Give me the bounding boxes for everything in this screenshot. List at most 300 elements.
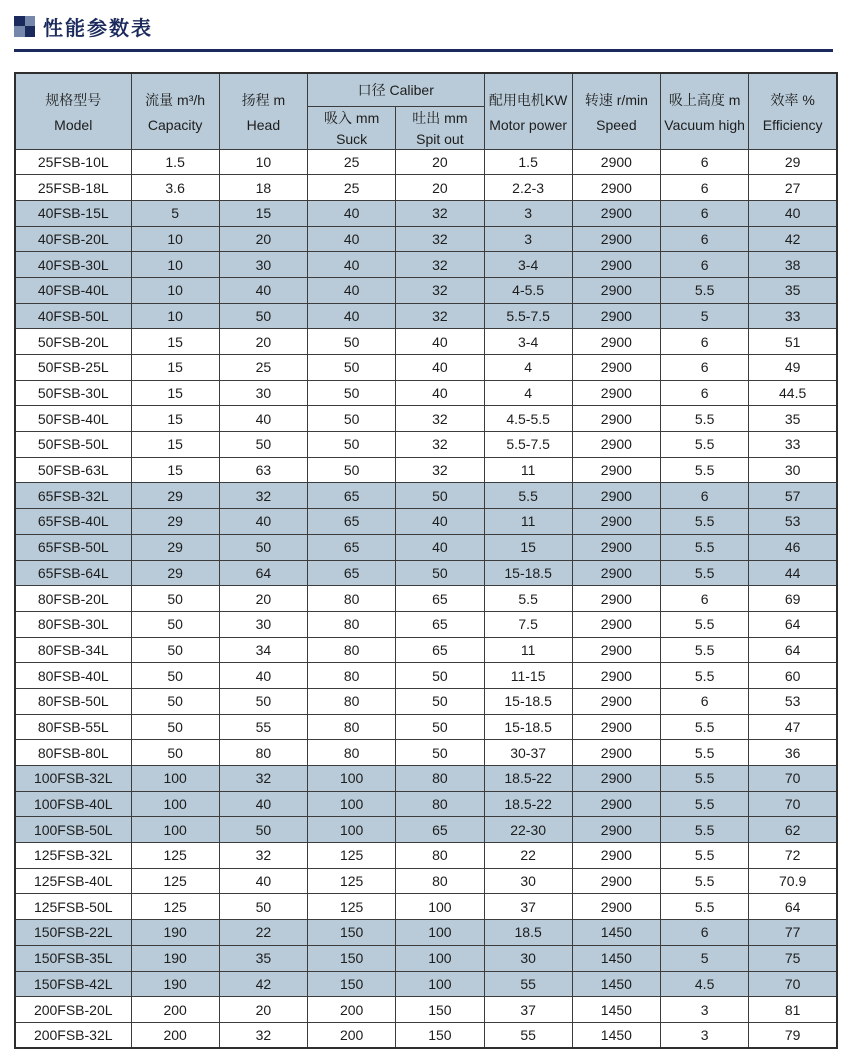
cell-model: 40FSB-50L	[15, 303, 131, 329]
cell-suck: 80	[308, 714, 396, 740]
col-header-head	[219, 73, 307, 149]
cell-vacuum: 5	[661, 303, 749, 329]
cell-motor: 18.5-22	[484, 766, 572, 792]
cell-efficiency: 60	[749, 663, 837, 689]
cell-spit: 50	[396, 740, 484, 766]
cell-spit: 40	[396, 329, 484, 355]
cell-speed: 1450	[572, 945, 660, 971]
col-header-head-zh: 扬程 m	[241, 91, 286, 108]
cell-capacity: 50	[131, 586, 219, 612]
cell-suck: 50	[308, 355, 396, 381]
cell-speed: 2900	[572, 817, 660, 843]
cell-vacuum: 5.5	[661, 277, 749, 303]
cell-suck: 50	[308, 406, 396, 432]
cell-vacuum: 4.5	[661, 971, 749, 997]
cell-speed: 2900	[572, 355, 660, 381]
cell-motor: 11	[484, 509, 572, 535]
table-row	[15, 997, 837, 1023]
table-row	[15, 457, 837, 483]
cell-model: 100FSB-32L	[15, 766, 131, 792]
cell-efficiency: 29	[749, 149, 837, 175]
cell-head: 50	[219, 817, 307, 843]
cell-suck: 150	[308, 971, 396, 997]
cell-suck: 200	[308, 997, 396, 1023]
cell-vacuum: 5.5	[661, 509, 749, 535]
performance-parameter-table	[14, 72, 838, 1049]
table-row	[15, 971, 837, 997]
checker-squares-icon	[14, 16, 35, 37]
cell-suck: 80	[308, 611, 396, 637]
cell-motor: 4.5-5.5	[484, 406, 572, 432]
cell-speed: 2900	[572, 483, 660, 509]
table-row	[15, 791, 837, 817]
table-row	[15, 432, 837, 458]
cell-spit: 40	[396, 509, 484, 535]
cell-model: 80FSB-50L	[15, 688, 131, 714]
cell-motor: 4-5.5	[484, 277, 572, 303]
cell-vacuum: 6	[661, 175, 749, 201]
col-header-spit	[396, 106, 484, 149]
col-header-vacuum-zh: 吸上高度 m	[668, 91, 741, 108]
cell-spit: 32	[396, 432, 484, 458]
cell-spit: 50	[396, 483, 484, 509]
cell-vacuum: 5.5	[661, 740, 749, 766]
cell-speed: 2900	[572, 586, 660, 612]
cell-capacity: 10	[131, 226, 219, 252]
cell-head: 35	[219, 945, 307, 971]
table-row	[15, 663, 837, 689]
cell-speed: 2900	[572, 200, 660, 226]
cell-suck: 80	[308, 637, 396, 663]
col-header-suck-en: Suck	[336, 131, 368, 147]
cell-efficiency: 53	[749, 688, 837, 714]
cell-spit: 80	[396, 791, 484, 817]
cell-head: 50	[219, 688, 307, 714]
cell-speed: 2900	[572, 637, 660, 663]
cell-speed: 2900	[572, 688, 660, 714]
col-header-motor-en: Motor power	[489, 116, 568, 133]
cell-motor: 22-30	[484, 817, 572, 843]
cell-capacity: 1.5	[131, 149, 219, 175]
col-header-vacuum	[661, 73, 749, 149]
cell-model: 200FSB-20L	[15, 997, 131, 1023]
cell-capacity: 15	[131, 406, 219, 432]
cell-motor: 15-18.5	[484, 714, 572, 740]
col-header-speed-zh: 转速 r/min	[584, 91, 648, 108]
cell-suck: 65	[308, 509, 396, 535]
cell-head: 40	[219, 509, 307, 535]
cell-model: 80FSB-40L	[15, 663, 131, 689]
cell-efficiency: 38	[749, 252, 837, 278]
cell-capacity: 15	[131, 329, 219, 355]
cell-efficiency: 70	[749, 766, 837, 792]
cell-efficiency: 49	[749, 355, 837, 381]
cell-spit: 65	[396, 586, 484, 612]
cell-spit: 20	[396, 149, 484, 175]
cell-vacuum: 6	[661, 149, 749, 175]
cell-spit: 50	[396, 663, 484, 689]
cell-motor: 3-4	[484, 252, 572, 278]
cell-suck: 40	[308, 277, 396, 303]
cell-suck: 50	[308, 457, 396, 483]
table-row	[15, 252, 837, 278]
cell-efficiency: 62	[749, 817, 837, 843]
table-row	[15, 534, 837, 560]
cell-capacity: 15	[131, 432, 219, 458]
cell-vacuum: 5.5	[661, 868, 749, 894]
cell-suck: 125	[308, 843, 396, 869]
cell-capacity: 125	[131, 843, 219, 869]
table-row	[15, 843, 837, 869]
table-row	[15, 1022, 837, 1048]
cell-capacity: 50	[131, 637, 219, 663]
cell-spit: 40	[396, 380, 484, 406]
cell-motor: 5.5-7.5	[484, 432, 572, 458]
cell-suck: 150	[308, 920, 396, 946]
cell-speed: 2900	[572, 534, 660, 560]
cell-model: 150FSB-22L	[15, 920, 131, 946]
cell-model: 50FSB-25L	[15, 355, 131, 381]
table-row	[15, 277, 837, 303]
cell-speed: 2900	[572, 149, 660, 175]
cell-model: 40FSB-15L	[15, 200, 131, 226]
cell-spit: 20	[396, 175, 484, 201]
cell-capacity: 10	[131, 252, 219, 278]
cell-efficiency: 64	[749, 894, 837, 920]
cell-head: 32	[219, 483, 307, 509]
cell-vacuum: 3	[661, 997, 749, 1023]
cell-model: 125FSB-32L	[15, 843, 131, 869]
cell-vacuum: 5.5	[661, 894, 749, 920]
cell-model: 150FSB-35L	[15, 945, 131, 971]
cell-speed: 2900	[572, 329, 660, 355]
cell-spit: 50	[396, 688, 484, 714]
cell-motor: 4	[484, 380, 572, 406]
cell-capacity: 100	[131, 766, 219, 792]
col-header-head-en: Head	[246, 116, 281, 133]
cell-motor: 5.5	[484, 586, 572, 612]
cell-vacuum: 5.5	[661, 791, 749, 817]
cell-model: 80FSB-30L	[15, 611, 131, 637]
cell-motor: 37	[484, 997, 572, 1023]
cell-efficiency: 70	[749, 791, 837, 817]
table-row	[15, 611, 837, 637]
cell-suck: 40	[308, 200, 396, 226]
cell-model: 50FSB-20L	[15, 329, 131, 355]
table-row	[15, 714, 837, 740]
cell-vacuum: 6	[661, 226, 749, 252]
cell-motor: 30	[484, 868, 572, 894]
cell-spit: 100	[396, 894, 484, 920]
col-header-model-en: Model	[54, 116, 93, 133]
cell-efficiency: 51	[749, 329, 837, 355]
col-header-vacuum-en: Vacuum high	[664, 116, 745, 133]
col-header-capacity-en: Capacity	[147, 116, 203, 133]
cell-spit: 32	[396, 277, 484, 303]
cell-model: 125FSB-50L	[15, 894, 131, 920]
table-row	[15, 945, 837, 971]
table-row	[15, 380, 837, 406]
cell-suck: 125	[308, 868, 396, 894]
cell-suck: 65	[308, 534, 396, 560]
cell-model: 125FSB-40L	[15, 868, 131, 894]
cell-head: 25	[219, 355, 307, 381]
cell-efficiency: 81	[749, 997, 837, 1023]
cell-vacuum: 6	[661, 483, 749, 509]
cell-head: 32	[219, 1022, 307, 1048]
cell-vacuum: 6	[661, 688, 749, 714]
cell-motor: 11	[484, 457, 572, 483]
cell-model: 150FSB-42L	[15, 971, 131, 997]
col-header-model	[15, 73, 131, 149]
col-header-speed	[572, 73, 660, 149]
cell-head: 22	[219, 920, 307, 946]
cell-capacity: 50	[131, 663, 219, 689]
cell-motor: 7.5	[484, 611, 572, 637]
cell-motor: 11	[484, 637, 572, 663]
col-header-spit-zh: 吐出 mm	[412, 110, 468, 126]
cell-vacuum: 6	[661, 920, 749, 946]
cell-speed: 2900	[572, 766, 660, 792]
cell-head: 34	[219, 637, 307, 663]
col-header-speed-en: Speed	[596, 116, 637, 133]
cell-capacity: 29	[131, 534, 219, 560]
cell-suck: 25	[308, 175, 396, 201]
table-body	[15, 149, 837, 1048]
cell-head: 40	[219, 868, 307, 894]
cell-efficiency: 75	[749, 945, 837, 971]
cell-head: 50	[219, 432, 307, 458]
cell-suck: 65	[308, 560, 396, 586]
cell-spit: 50	[396, 560, 484, 586]
cell-model: 80FSB-20L	[15, 586, 131, 612]
cell-spit: 100	[396, 945, 484, 971]
cell-motor: 18.5-22	[484, 791, 572, 817]
cell-spit: 80	[396, 868, 484, 894]
cell-head: 42	[219, 971, 307, 997]
cell-model: 50FSB-30L	[15, 380, 131, 406]
cell-speed: 2900	[572, 432, 660, 458]
cell-efficiency: 64	[749, 611, 837, 637]
col-header-capacity	[131, 73, 219, 149]
cell-speed: 1450	[572, 1022, 660, 1048]
cell-vacuum: 5.5	[661, 406, 749, 432]
cell-head: 40	[219, 406, 307, 432]
cell-capacity: 50	[131, 714, 219, 740]
cell-vacuum: 5.5	[661, 714, 749, 740]
cell-head: 40	[219, 791, 307, 817]
cell-head: 55	[219, 714, 307, 740]
cell-suck: 40	[308, 252, 396, 278]
cell-capacity: 190	[131, 945, 219, 971]
cell-motor: 15-18.5	[484, 560, 572, 586]
cell-model: 200FSB-32L	[15, 1022, 131, 1048]
cell-suck: 50	[308, 432, 396, 458]
cell-suck: 100	[308, 817, 396, 843]
cell-head: 32	[219, 843, 307, 869]
cell-head: 20	[219, 226, 307, 252]
cell-model: 25FSB-18L	[15, 175, 131, 201]
cell-vacuum: 3	[661, 1022, 749, 1048]
cell-speed: 2900	[572, 791, 660, 817]
cell-efficiency: 77	[749, 920, 837, 946]
col-header-efficiency	[749, 73, 837, 149]
cell-head: 50	[219, 894, 307, 920]
cell-spit: 50	[396, 714, 484, 740]
cell-speed: 2900	[572, 406, 660, 432]
table-row	[15, 740, 837, 766]
col-header-caliber-label: 口径 Caliber	[357, 81, 434, 98]
cell-efficiency: 44.5	[749, 380, 837, 406]
table-row	[15, 920, 837, 946]
cell-spit: 80	[396, 843, 484, 869]
table-row	[15, 483, 837, 509]
cell-motor: 5.5	[484, 483, 572, 509]
cell-model: 40FSB-40L	[15, 277, 131, 303]
cell-efficiency: 57	[749, 483, 837, 509]
cell-motor: 3	[484, 226, 572, 252]
cell-speed: 2900	[572, 380, 660, 406]
cell-spit: 32	[396, 226, 484, 252]
cell-capacity: 50	[131, 611, 219, 637]
cell-suck: 100	[308, 766, 396, 792]
table-row	[15, 329, 837, 355]
cell-motor: 3	[484, 200, 572, 226]
cell-head: 40	[219, 277, 307, 303]
cell-motor: 1.5	[484, 149, 572, 175]
cell-spit: 100	[396, 971, 484, 997]
cell-vacuum: 5.5	[661, 766, 749, 792]
cell-capacity: 125	[131, 868, 219, 894]
cell-head: 50	[219, 303, 307, 329]
cell-efficiency: 40	[749, 200, 837, 226]
table-row	[15, 226, 837, 252]
cell-capacity: 190	[131, 920, 219, 946]
cell-capacity: 15	[131, 457, 219, 483]
cell-vacuum: 5.5	[661, 457, 749, 483]
col-header-efficiency-zh: 效率 %	[770, 91, 815, 108]
cell-capacity: 15	[131, 355, 219, 381]
cell-spit: 32	[396, 406, 484, 432]
cell-model: 50FSB-63L	[15, 457, 131, 483]
cell-suck: 25	[308, 149, 396, 175]
page-title: 性能参数表	[43, 17, 153, 40]
cell-efficiency: 72	[749, 843, 837, 869]
cell-speed: 2900	[572, 277, 660, 303]
table-row	[15, 200, 837, 226]
cell-efficiency: 70.9	[749, 868, 837, 894]
cell-speed: 2900	[572, 894, 660, 920]
col-header-model-zh: 规格型号	[45, 91, 102, 108]
cell-vacuum: 5.5	[661, 663, 749, 689]
cell-model: 100FSB-40L	[15, 791, 131, 817]
cell-head: 32	[219, 766, 307, 792]
cell-efficiency: 35	[749, 277, 837, 303]
cell-speed: 2900	[572, 714, 660, 740]
cell-head: 80	[219, 740, 307, 766]
cell-speed: 2900	[572, 303, 660, 329]
col-header-suck	[308, 106, 396, 149]
cell-model: 50FSB-50L	[15, 432, 131, 458]
cell-capacity: 15	[131, 380, 219, 406]
cell-motor: 3-4	[484, 329, 572, 355]
cell-speed: 2900	[572, 611, 660, 637]
table-row	[15, 560, 837, 586]
cell-motor: 30	[484, 945, 572, 971]
cell-capacity: 10	[131, 277, 219, 303]
cell-head: 20	[219, 997, 307, 1023]
cell-spit: 40	[396, 355, 484, 381]
cell-vacuum: 5.5	[661, 611, 749, 637]
cell-vacuum: 6	[661, 355, 749, 381]
cell-efficiency: 30	[749, 457, 837, 483]
cell-suck: 80	[308, 688, 396, 714]
table-row	[15, 175, 837, 201]
cell-vacuum: 5.5	[661, 817, 749, 843]
cell-motor: 30-37	[484, 740, 572, 766]
table-row	[15, 868, 837, 894]
cell-model: 80FSB-80L	[15, 740, 131, 766]
cell-suck: 80	[308, 740, 396, 766]
table-row	[15, 637, 837, 663]
cell-speed: 2900	[572, 226, 660, 252]
cell-motor: 37	[484, 894, 572, 920]
cell-suck: 40	[308, 303, 396, 329]
table-row	[15, 406, 837, 432]
cell-capacity: 29	[131, 509, 219, 535]
cell-capacity: 29	[131, 483, 219, 509]
cell-head: 64	[219, 560, 307, 586]
cell-spit: 65	[396, 637, 484, 663]
cell-model: 25FSB-10L	[15, 149, 131, 175]
cell-head: 18	[219, 175, 307, 201]
cell-capacity: 100	[131, 791, 219, 817]
cell-suck: 150	[308, 945, 396, 971]
cell-motor: 15-18.5	[484, 688, 572, 714]
cell-model: 80FSB-55L	[15, 714, 131, 740]
title-divider	[14, 49, 833, 52]
cell-model: 100FSB-50L	[15, 817, 131, 843]
cell-vacuum: 5.5	[661, 637, 749, 663]
cell-capacity: 190	[131, 971, 219, 997]
cell-suck: 65	[308, 483, 396, 509]
cell-vacuum: 6	[661, 380, 749, 406]
cell-model: 65FSB-50L	[15, 534, 131, 560]
cell-spit: 100	[396, 920, 484, 946]
cell-motor: 5.5-7.5	[484, 303, 572, 329]
cell-capacity: 5	[131, 200, 219, 226]
cell-speed: 1450	[572, 920, 660, 946]
section-header	[14, 12, 836, 40]
cell-model: 40FSB-20L	[15, 226, 131, 252]
cell-capacity: 50	[131, 688, 219, 714]
cell-speed: 2900	[572, 509, 660, 535]
cell-vacuum: 6	[661, 200, 749, 226]
cell-motor: 18.5	[484, 920, 572, 946]
cell-motor: 15	[484, 534, 572, 560]
cell-vacuum: 5.5	[661, 560, 749, 586]
cell-suck: 50	[308, 329, 396, 355]
cell-head: 20	[219, 329, 307, 355]
cell-efficiency: 36	[749, 740, 837, 766]
cell-model: 65FSB-64L	[15, 560, 131, 586]
cell-speed: 2900	[572, 175, 660, 201]
cell-efficiency: 70	[749, 971, 837, 997]
cell-suck: 125	[308, 894, 396, 920]
col-header-suck-zh: 吸入 mm	[324, 110, 380, 126]
cell-efficiency: 44	[749, 560, 837, 586]
cell-spit: 80	[396, 766, 484, 792]
